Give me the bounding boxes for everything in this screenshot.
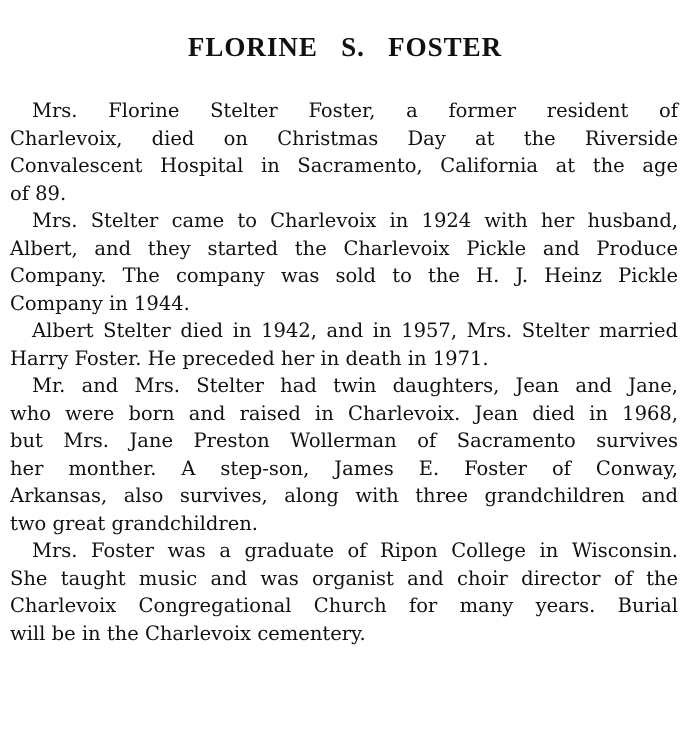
paragraph-1 xyxy=(10,97,678,207)
text-line: who were born and raised in Charlevoix. Jean died in 1968, xyxy=(10,401,678,425)
paragraph-4 xyxy=(10,372,678,537)
paragraph-5 xyxy=(10,537,678,647)
text-line: of 89. xyxy=(10,181,67,205)
text-line: Company. The company was sold to the H. J. Heinz Pickle xyxy=(10,264,678,287)
text-line: Mr. and Mrs. Stelter had twin daughters, Jean and Jane, xyxy=(32,374,678,397)
text-line: but Mrs. Jane Preston Wollerman of Sacramento survives xyxy=(10,429,678,452)
text-line: Albert Stelter died in 1942, and in 1957, Mrs. Stelter married xyxy=(32,319,678,342)
text-line: Mrs. Foster was a graduate of Ripon College in Wisconsin. xyxy=(32,539,678,562)
text-line: her monther. A step-son, James E. Foster of Conway, xyxy=(10,456,678,480)
obituary-headline: FLORINE S. FOSTER xyxy=(187,32,503,62)
text-line: Convalescent Hospital in Sacramento, California at the age xyxy=(10,154,678,177)
text-line: Arkansas, also survives, along with three grandchildren and xyxy=(10,484,678,507)
paragraph-3 xyxy=(10,317,678,372)
text-line: Charlevoix, died on Christmas Day at the Riverside xyxy=(10,126,678,150)
text-line: two great grandchildren. xyxy=(10,511,258,535)
text-line: Albert, and they started the Charlevoix Pickle and Produce xyxy=(10,236,678,260)
text-line: She taught music and was organist and choir director of the xyxy=(10,566,678,590)
text-line: Mrs. Florine Stelter Foster, a former resident of xyxy=(32,99,678,122)
paragraph-2 xyxy=(10,207,678,317)
text-line: Charlevoix Congregational Church for many years. Burial xyxy=(10,594,678,617)
text-line: will be in the Charlevoix cementery. xyxy=(10,621,366,645)
text-line: Company in 1944. xyxy=(10,291,190,315)
obituary-body xyxy=(10,97,678,647)
text-line: Harry Foster. He preceded her in death in 1971. xyxy=(10,346,489,370)
text-line: Mrs. Stelter came to Charlevoix in 1924 with her husband, xyxy=(32,209,678,232)
